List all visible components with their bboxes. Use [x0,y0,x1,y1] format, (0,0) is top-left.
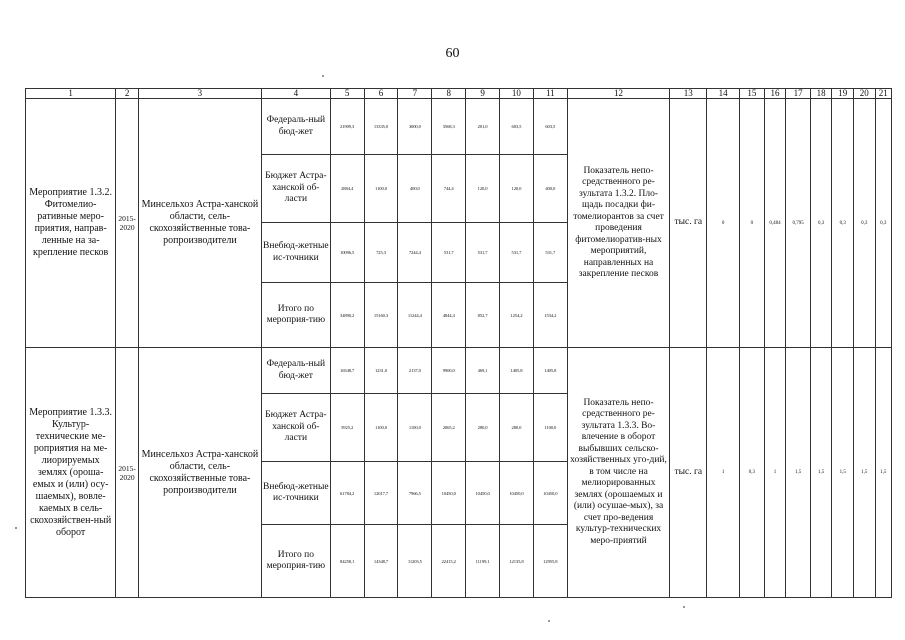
target-cell: 1,5 [786,348,811,598]
unit: тыс. га [670,99,707,348]
amount-cell: 852,7 [466,283,500,348]
column-header: 3 [138,89,261,99]
amount-cell: 531,7 [533,223,567,283]
amount-cell: 4844,4 [432,283,466,348]
target-cell: 0,3 [810,99,832,348]
amount-cell: 14348,7 [364,525,398,598]
table-row [26,99,892,155]
column-header-row [26,89,892,99]
column-header: 13 [670,89,707,99]
amount-cell: 22415,2 [432,525,466,598]
amount-cell: 13335,0 [364,99,398,155]
column-header: 2 [116,89,139,99]
target-cell: 0 [740,99,765,348]
column-header: 8 [432,89,466,99]
executor: Минсельхоз Астра-ханской области, сель-скохозяйственные това-ропроизводители [138,99,261,348]
target-cell: 1 [764,348,786,598]
amount-cell: 10450,0 [466,462,500,525]
amount-cell: 120,0 [500,155,534,223]
funding-source: Внебюд-жетные ис-точники [261,462,330,525]
amount-cell: 11203,5 [398,525,432,598]
amount-cell: 10450,0 [533,462,567,525]
amount-cell: 725,3 [364,223,398,283]
amount-cell: 469,1 [466,348,500,394]
amount-cell: 1100,0 [364,155,398,223]
amount-cell: 2065,2 [432,394,466,462]
column-header: 16 [764,89,786,99]
column-header: 12 [567,89,670,99]
amount-cell: 61784,2 [330,462,364,525]
amount-cell: 744,4 [432,155,466,223]
column-header: 19 [832,89,854,99]
scan-speck [322,75,324,77]
amount-cell: 10096,5 [330,223,364,283]
amount-cell: 1405,8 [500,348,534,394]
scan-speck [683,606,685,608]
column-header: 20 [853,89,875,99]
amount-cell: 1100,0 [533,394,567,462]
target-cell: 1,5 [810,348,832,598]
amount-cell: 34890,2 [330,283,364,348]
amount-cell: 7966,5 [398,462,432,525]
amount-cell: 3000,0 [398,99,432,155]
amount-cell: 1100,0 [398,394,432,462]
amount-cell: 11199,1 [466,525,500,598]
period: 2015-2020 [116,348,139,598]
target-cell: 1,5 [853,348,875,598]
indicator: Показатель непо-средственного ре-зультата 1.3.2. Пло-щадь посадки фи-томелиорантов за счет проведения фитомелиоратив-ных мероприятий, направленных на закрепление песков [567,99,670,348]
amount-cell: 15160,3 [364,283,398,348]
column-header: 4 [261,89,330,99]
amount-cell: 120,0 [466,155,500,223]
amount-cell: 21909,3 [330,99,364,155]
amount-cell: 11244,4 [398,283,432,348]
page-number: 60 [445,46,460,61]
amount-cell: 603,5 [533,99,567,155]
amount-cell: 1254,2 [500,283,534,348]
target-cell: 0,3 [853,99,875,348]
amount-cell: 7244,4 [398,223,432,283]
amount-cell: 84258,1 [330,525,364,598]
amount-cell: 280,0 [466,394,500,462]
column-header: 15 [740,89,765,99]
target-cell: 0,3 [832,99,854,348]
amount-cell: 280,0 [500,394,534,462]
column-header: 9 [466,89,500,99]
amount-cell: 12135,8 [500,525,534,598]
amount-cell: 1100,0 [364,394,398,462]
program-table [25,88,892,598]
scan-speck [15,527,17,529]
amount-cell: 5925,2 [330,394,364,462]
amount-cell: 10450,0 [500,462,534,525]
target-cell: 0,795 [786,99,811,348]
funding-source: Итого по мероприя-тию [261,283,330,348]
column-header: 11 [533,89,567,99]
amount-cell: 1405,8 [533,348,567,394]
target-cell: 1,5 [875,348,891,598]
amount-cell: 531,7 [432,223,466,283]
amount-cell: 201,0 [466,99,500,155]
target-cell: 0 [707,99,740,348]
column-header: 14 [707,89,740,99]
column-header: 5 [330,89,364,99]
amount-cell: 2884,4 [330,155,364,223]
unit: тыс. га [670,348,707,598]
target-cell: 0,484 [764,99,786,348]
amount-cell: 16548,7 [330,348,364,394]
column-header: 1 [26,89,116,99]
executor: Минсельхоз Астра-ханской области, сель-скохозяйственные това-ропроизводители [138,348,261,598]
target-cell: 1 [707,348,740,598]
amount-cell: 400,0 [533,155,567,223]
amount-cell: 1534,2 [533,283,567,348]
funding-source: Федераль-ный бюд-жет [261,348,330,394]
column-header: 17 [786,89,811,99]
amount-cell: 531,7 [466,223,500,283]
funding-source: Внебюд-жетные ис-точники [261,223,330,283]
amount-cell: 12017,7 [364,462,398,525]
period: 2015-2020 [116,99,139,348]
amount-cell: 400,0 [398,155,432,223]
target-cell: 1,5 [832,348,854,598]
column-header: 7 [398,89,432,99]
amount-cell: 3568,3 [432,99,466,155]
column-header: 6 [364,89,398,99]
column-header: 10 [500,89,534,99]
table-row [26,348,892,394]
column-header: 21 [875,89,891,99]
amount-cell: 603,5 [500,99,534,155]
measure-name: Мероприятие 1.3.3. Культур-технические ме-роприятия на ме-лиорируемых землях (ороша-емых и (или) осу-шаемых), вовле-каемых в сель-скохозяйствен-ный оборот [26,348,116,598]
funding-source: Бюджет Астра-ханской об-ласти [261,394,330,462]
amount-cell: 12955,8 [533,525,567,598]
funding-source: Бюджет Астра-ханской об-ласти [261,155,330,223]
amount-cell: 1231,0 [364,348,398,394]
amount-cell: 9900,0 [432,348,466,394]
amount-cell: 2137,0 [398,348,432,394]
funding-source: Итого по мероприя-тию [261,525,330,598]
column-header: 18 [810,89,832,99]
target-cell: 0,3 [740,348,765,598]
measure-name: Мероприятие 1.3.2. Фитомелио-ративные меро-приятия, направ-ленные на за-крепление песков [26,99,116,348]
amount-cell: 10450,0 [432,462,466,525]
funding-source: Федераль-ный бюд-жет [261,99,330,155]
target-cell: 0,3 [875,99,891,348]
indicator: Показатель непо-средственного ре-зультата 1.3.3. Во-влечение в оборот выбывших сельско-хозяйственных уго-дий, в том числе на мелиорированных землях (орошаемых и (или) осушае-мых), за счет про-ведения культур-технических меро-приятий [567,348,670,598]
scan-speck [548,620,550,622]
amount-cell: 531,7 [500,223,534,283]
